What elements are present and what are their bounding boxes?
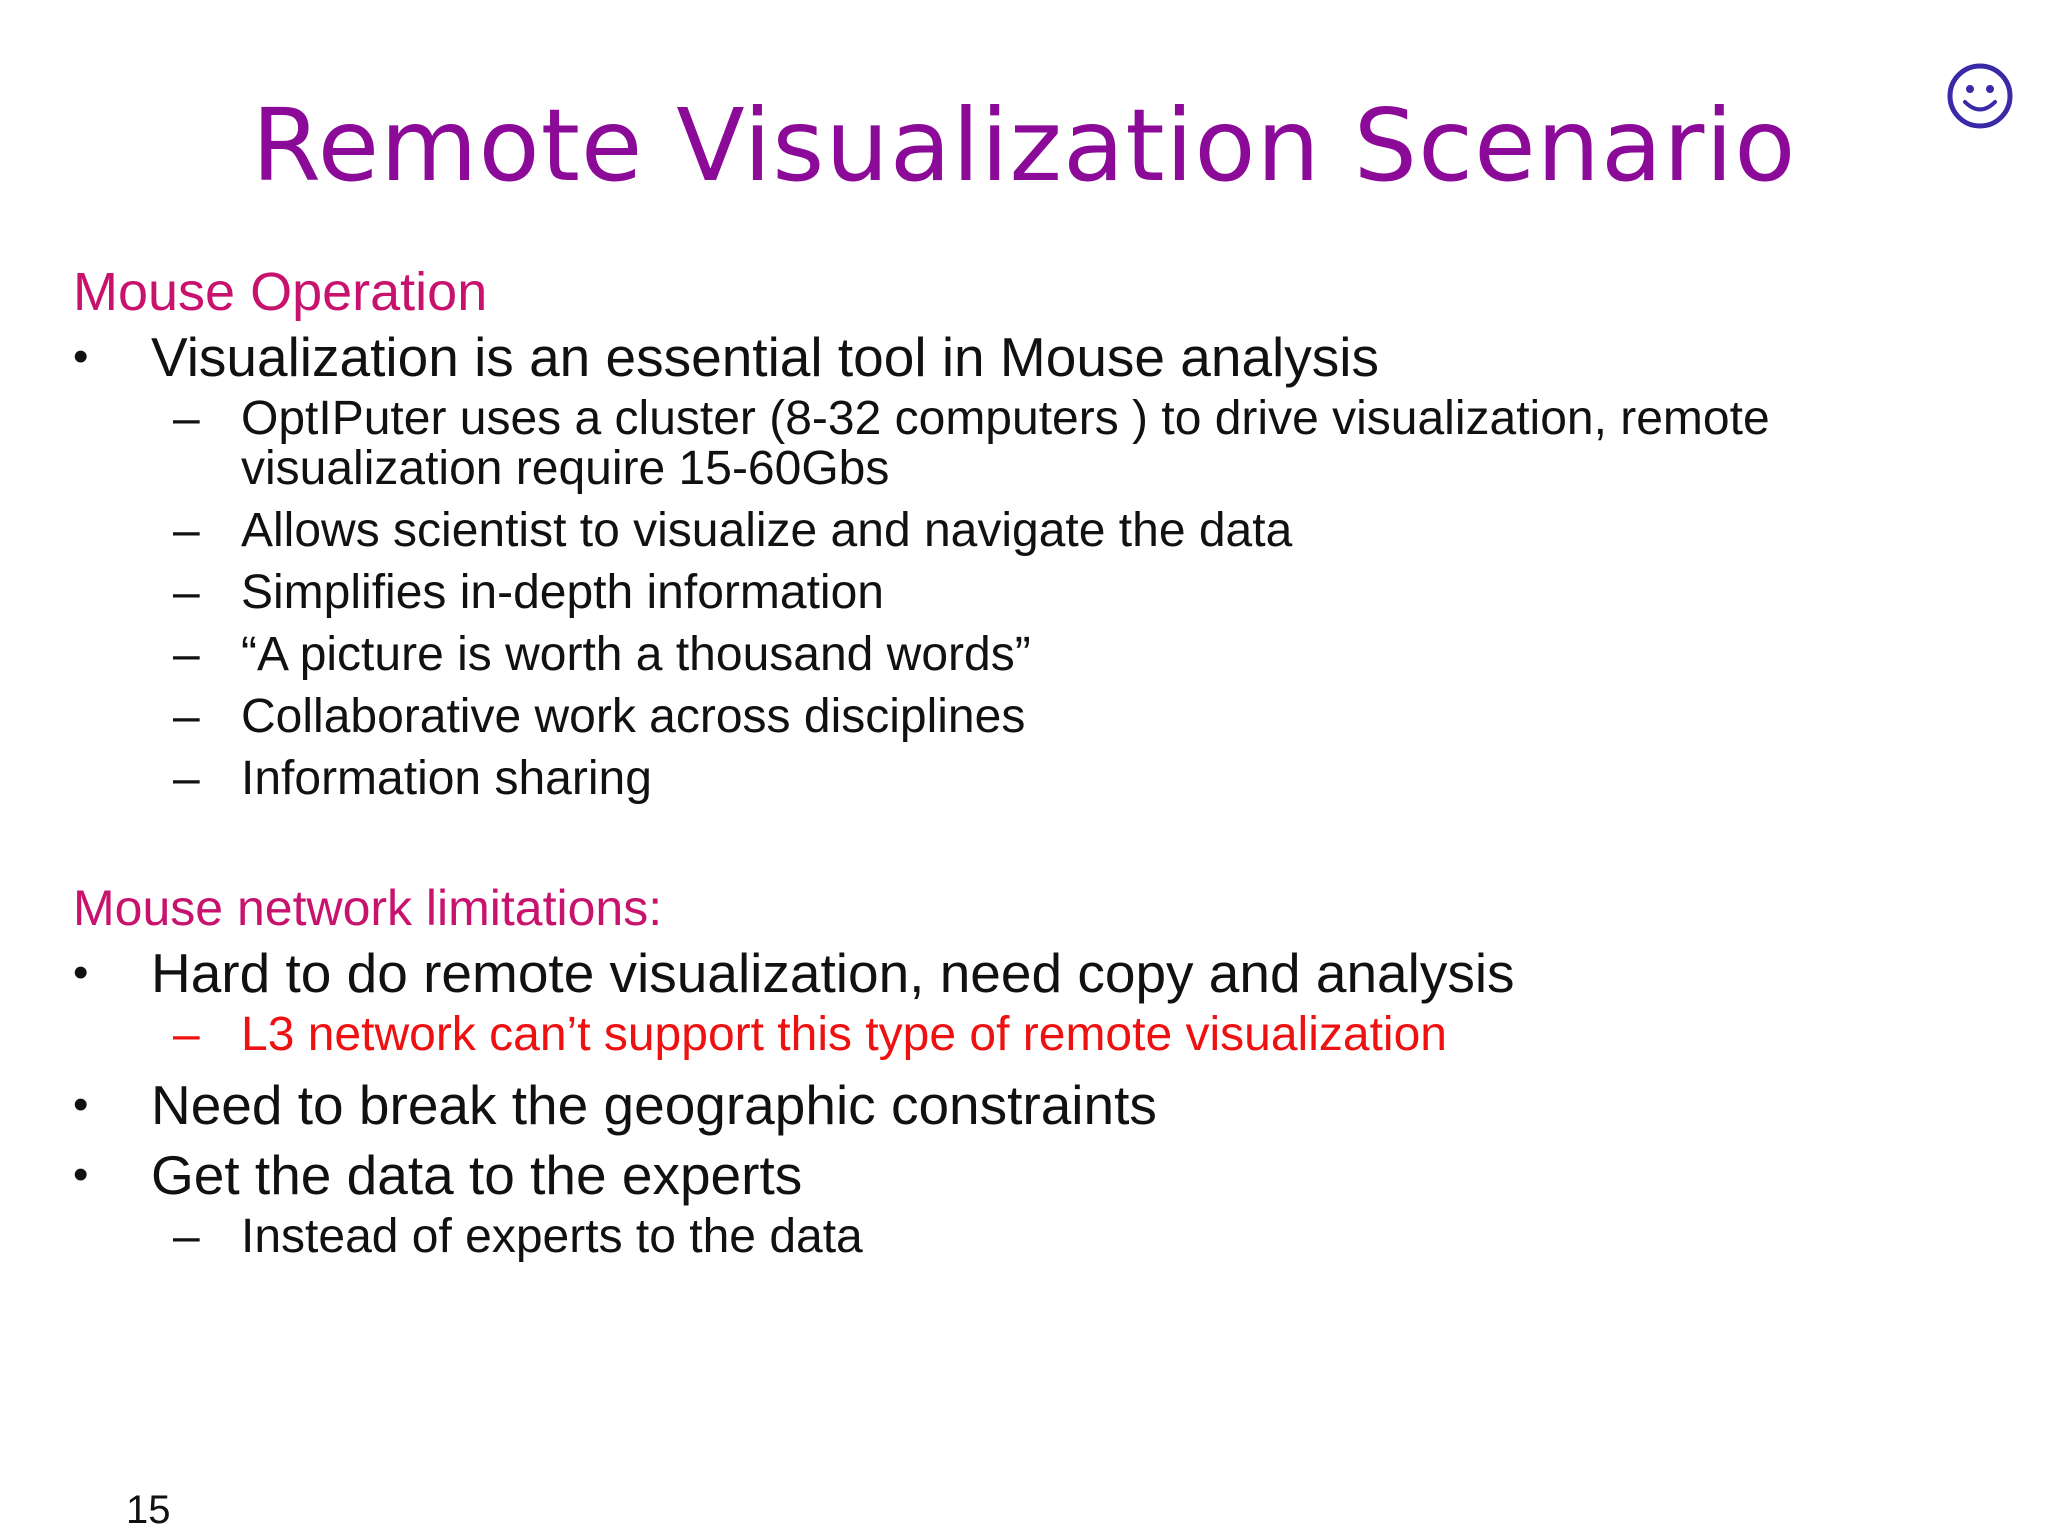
sub-bullet-text: Simplifies in-depth information — [241, 566, 884, 619]
bullet-text: Hard to do remote visualization, need copy and analysis — [151, 942, 1515, 1004]
sub-bullet-text: Instead of experts to the data — [241, 1210, 863, 1263]
slide-title: Remote Visualization Scenario — [251, 87, 1797, 204]
bullet-icon: • — [73, 948, 89, 997]
dash-icon: – — [173, 1008, 200, 1061]
sub-bullet-item — [73, 630, 1981, 680]
section-heading-network-limitations: Mouse network limitations: — [73, 880, 663, 936]
sub-bullet-item — [73, 506, 1981, 556]
dash-icon: – — [173, 752, 200, 805]
sub-bullet-item — [73, 754, 1981, 804]
dash-icon: – — [173, 504, 200, 557]
sub-bullet-item — [73, 1010, 1981, 1060]
sub-bullet-text: “A picture is worth a thousand words” — [241, 628, 1031, 681]
section-heading-mouse-operation: Mouse Operation — [73, 262, 488, 322]
sub-bullet-item — [73, 568, 1981, 618]
sub-bullet-text: Information sharing — [241, 752, 652, 805]
bullet-text: Get the data to the experts — [151, 1144, 803, 1206]
bullet-item — [73, 1072, 1973, 1138]
bullet-item — [73, 324, 1973, 390]
smiley-face-icon — [1946, 62, 2014, 130]
sub-bullet-item — [73, 394, 1981, 494]
sub-bullet-item — [73, 692, 1981, 742]
dash-icon: – — [173, 566, 200, 619]
bullet-icon: • — [73, 332, 89, 381]
bullet-icon: • — [73, 1080, 89, 1129]
dash-icon: – — [173, 1210, 200, 1263]
sub-bullet-text: OptIPuter uses a cluster (8-32 computers ) to drive visualization, remote visualization require 15-60Gbs — [241, 392, 1770, 495]
dash-icon: – — [173, 392, 200, 445]
slide-content — [73, 262, 1973, 1274]
sub-bullet-text: Allows scientist to visualize and navigate the data — [241, 504, 1293, 557]
bullet-text: Need to break the geographic constraints — [151, 1074, 1157, 1136]
dash-icon: – — [173, 690, 200, 743]
dash-icon: – — [173, 628, 200, 681]
sub-bullet-text: L3 network can’t support this type of remote visualization — [241, 1008, 1447, 1061]
page-number: 15 — [126, 1488, 171, 1532]
sub-bullet-text: Collaborative work across disciplines — [241, 690, 1026, 743]
bullet-icon: • — [73, 1150, 89, 1199]
sub-bullet-item — [73, 1212, 1981, 1262]
bullet-item — [73, 1142, 1973, 1208]
bullet-item — [73, 940, 1973, 1006]
bullet-text: Visualization is an essential tool in Mouse analysis — [151, 326, 1379, 388]
